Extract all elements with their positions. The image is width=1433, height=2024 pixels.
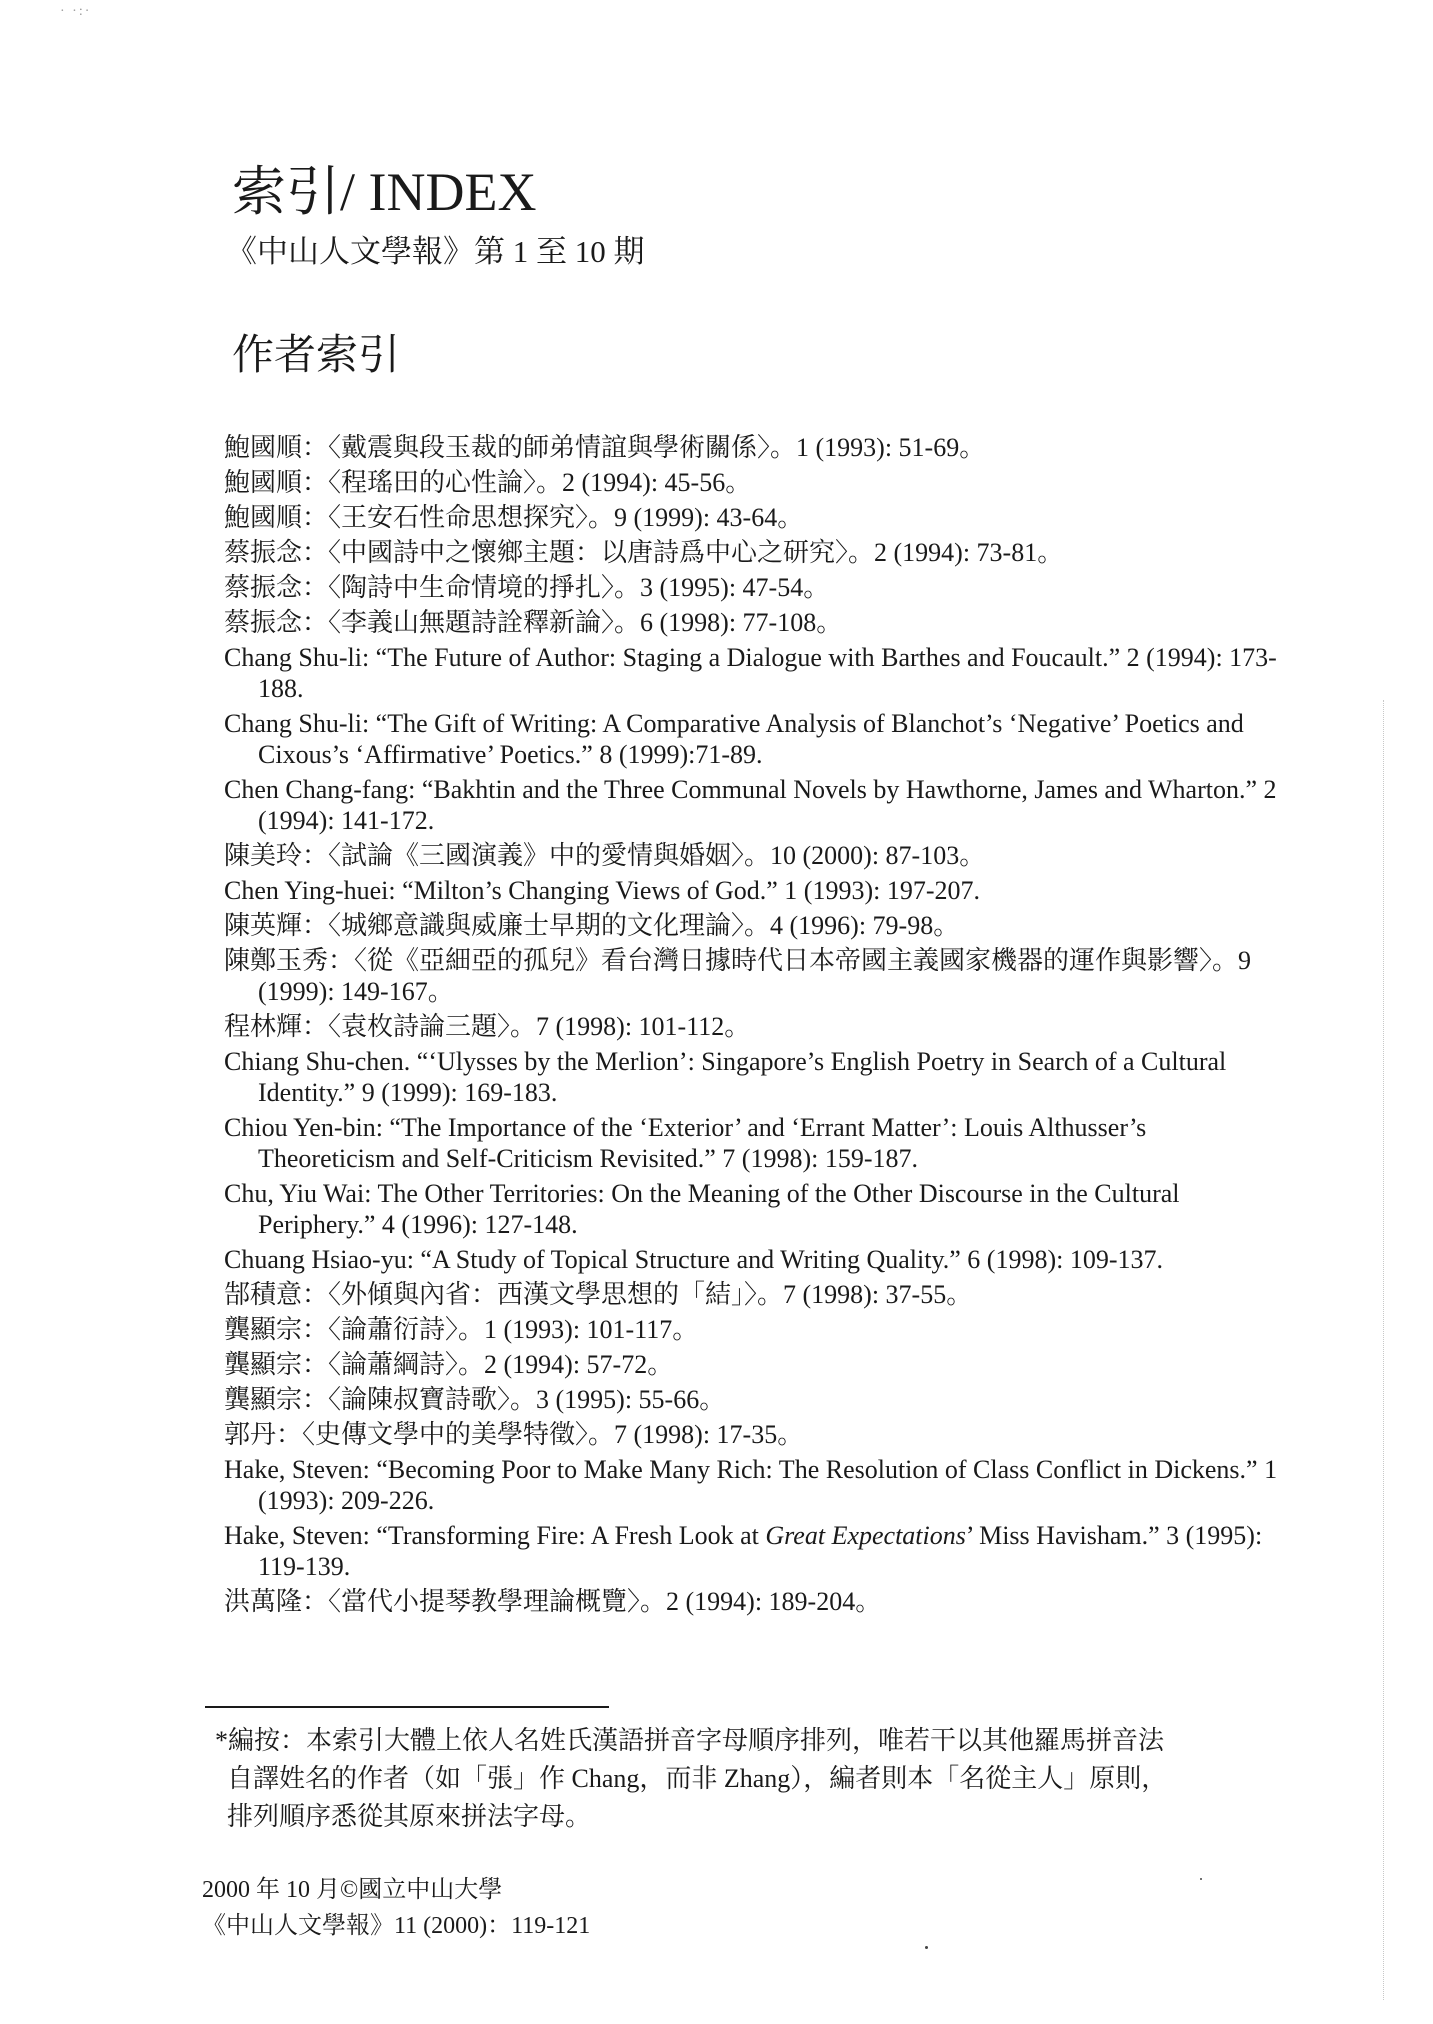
index-entry: 蔡振念：〈李義山無題詩詮釋新論〉。6 (1998): 77-108。 [224, 608, 843, 637]
index-entry: 郜積意：〈外傾與內省：西漢文學思想的「結」〉。7 (1998): 37-55。 [224, 1280, 973, 1309]
index-entry: Chiou Yen-bin: “The Importance of the ‘Exterior’ and ‘Errant Matter’: Louis Althusser’s Theoreticism and Self-Criticism Revisited.” 7 (1998): 159-187. [224, 1113, 1147, 1173]
scan-margin-line [1383, 700, 1384, 2000]
index-entry: 郭丹：〈史傳文學中的美學特徵〉。7 (1998): 17-35。 [224, 1420, 804, 1449]
italic-book-title: Great Expectations [765, 1521, 966, 1550]
index-entry: 蔡振念：〈中國詩中之懷鄉主題：以唐詩爲中心之研究〉。2 (1994): 73-81。 [224, 538, 1064, 567]
index-entry: 程林輝：〈袁枚詩論三題〉。7 (1998): 101-112。 [224, 1012, 751, 1041]
index-entry: Chen Chang-fang: “Bakhtin and the Three Communal Novels by Hawthorne, James and Wharton.” 2 (1994): 141-172. [224, 775, 1277, 835]
index-entry: 洪萬隆：〈當代小提琴教學理論概覽〉。2 (1994): 189-204。 [224, 1587, 882, 1616]
index-entry: 鮑國順：〈戴震與段玉裁的師弟情誼與學術關係〉。1 (1993): 51-69。 [224, 433, 986, 462]
editor-note [215, 1722, 1275, 1836]
scan-mark: · ·:· [60, 4, 92, 19]
index-entry: 蔡振念：〈陶詩中生命情境的掙扎〉。3 (1995): 47-54。 [224, 573, 830, 602]
author-index-heading: 作者索引 [232, 333, 401, 379]
index-entry: Chang Shu-li: “The Gift of Writing: A Comparative Analysis of Blanchot’s ‘Negative’ Poetics and Cixous’s ‘Affirmative’ Poetics.” 8 (1999):71-89. [224, 709, 1244, 769]
index-entry: Chu, Yiu Wai: The Other Territories: On the Meaning of the Other Discourse in the Cultural Periphery.” 4 (1996): 127-148. [224, 1179, 1180, 1239]
page-title: 索引/ INDEX [232, 162, 537, 222]
editor-note-line: 排列順序悉從其原來拼法字母。 [227, 1802, 592, 1831]
copyright-imprint [202, 1872, 590, 1944]
index-entry: Hake, Steven: “Becoming Poor to Make Many Rich: The Resolution of Class Conflict in Dickens.” 1 (1993): 209-226. [224, 1455, 1278, 1515]
index-entry: Chang Shu-li: “The Future of Author: Staging a Dialogue with Barthes and Foucault.” 2 (1994): 173-188. [224, 643, 1277, 703]
index-entry: 鮑國順：〈王安石性命思想探究〉。9 (1999): 43-64。 [224, 503, 804, 532]
index-entry: 陳英輝：〈城鄉意識與威廉士早期的文化理論〉。4 (1996): 79-98。 [224, 911, 960, 940]
scan-speck [925, 1946, 928, 1949]
editor-note-line: *編按：本索引大體上依人名姓氏漢語拼音字母順序排列，唯若干以其他羅馬拼音法 [215, 1726, 1165, 1755]
footnote-rule [205, 1706, 609, 1708]
index-entry: 龔顯宗：〈論蕭衍詩〉。1 (1993): 101-117。 [224, 1315, 699, 1344]
citation-line: 《中山人文學報》11 (2000)：119-121 [202, 1913, 591, 1939]
index-entry: Chen Ying-huei: “Milton’s Changing Views of God.” 1 (1993): 197-207. [224, 876, 980, 905]
entry-text: ’ Miss Havisham.” 3 (1995): 119-139. [258, 1521, 1263, 1581]
index-entry: Chuang Hsiao-yu: “A Study of Topical Structure and Writing Quality.” 6 (1998): 109-137. [224, 1245, 1164, 1274]
index-entry: 鮑國順：〈程瑤田的心性論〉。2 (1994): 45-56。 [224, 468, 752, 497]
index-entry: 龔顯宗：〈論蕭綱詩〉。2 (1994): 57-72。 [224, 1350, 674, 1379]
index-entry: Chiang Shu-chen. “‘Ulysses by the Merlion’: Singapore’s English Poetry in Search of a Cultural Identity.” 9 (1999): 169-183. [224, 1047, 1227, 1107]
entry-text: Hake, Steven: “Transforming Fire: A Fresh Look at [224, 1521, 766, 1550]
copyright-line: 2000 年 10 月©國立中山大學 [202, 1877, 503, 1903]
scan-speck [1200, 1878, 1202, 1880]
author-index-list [224, 432, 1284, 1621]
index-entry: 陳美玲：〈試論《三國演義》中的愛情與婚姻〉。10 (2000): 87-103。 [224, 841, 986, 870]
index-entry: 龔顯宗：〈論陳叔寶詩歌〉。3 (1995): 55-66。 [224, 1385, 726, 1414]
editor-note-line: 自譯姓名的作者（如「張」作 Chang，而非 Zhang），編者則本「名從主人」原則， [227, 1764, 1168, 1793]
journal-subtitle: 《中山人文學報》第 1 至 10 期 [226, 234, 645, 269]
index-entry [224, 1520, 1284, 1582]
index-entry: 陳鄭玉秀：〈從《亞細亞的孤兒》看台灣日據時代日本帝國主義國家機器的運作與影響〉。9 (1999): 149-167。 [224, 946, 1252, 1006]
